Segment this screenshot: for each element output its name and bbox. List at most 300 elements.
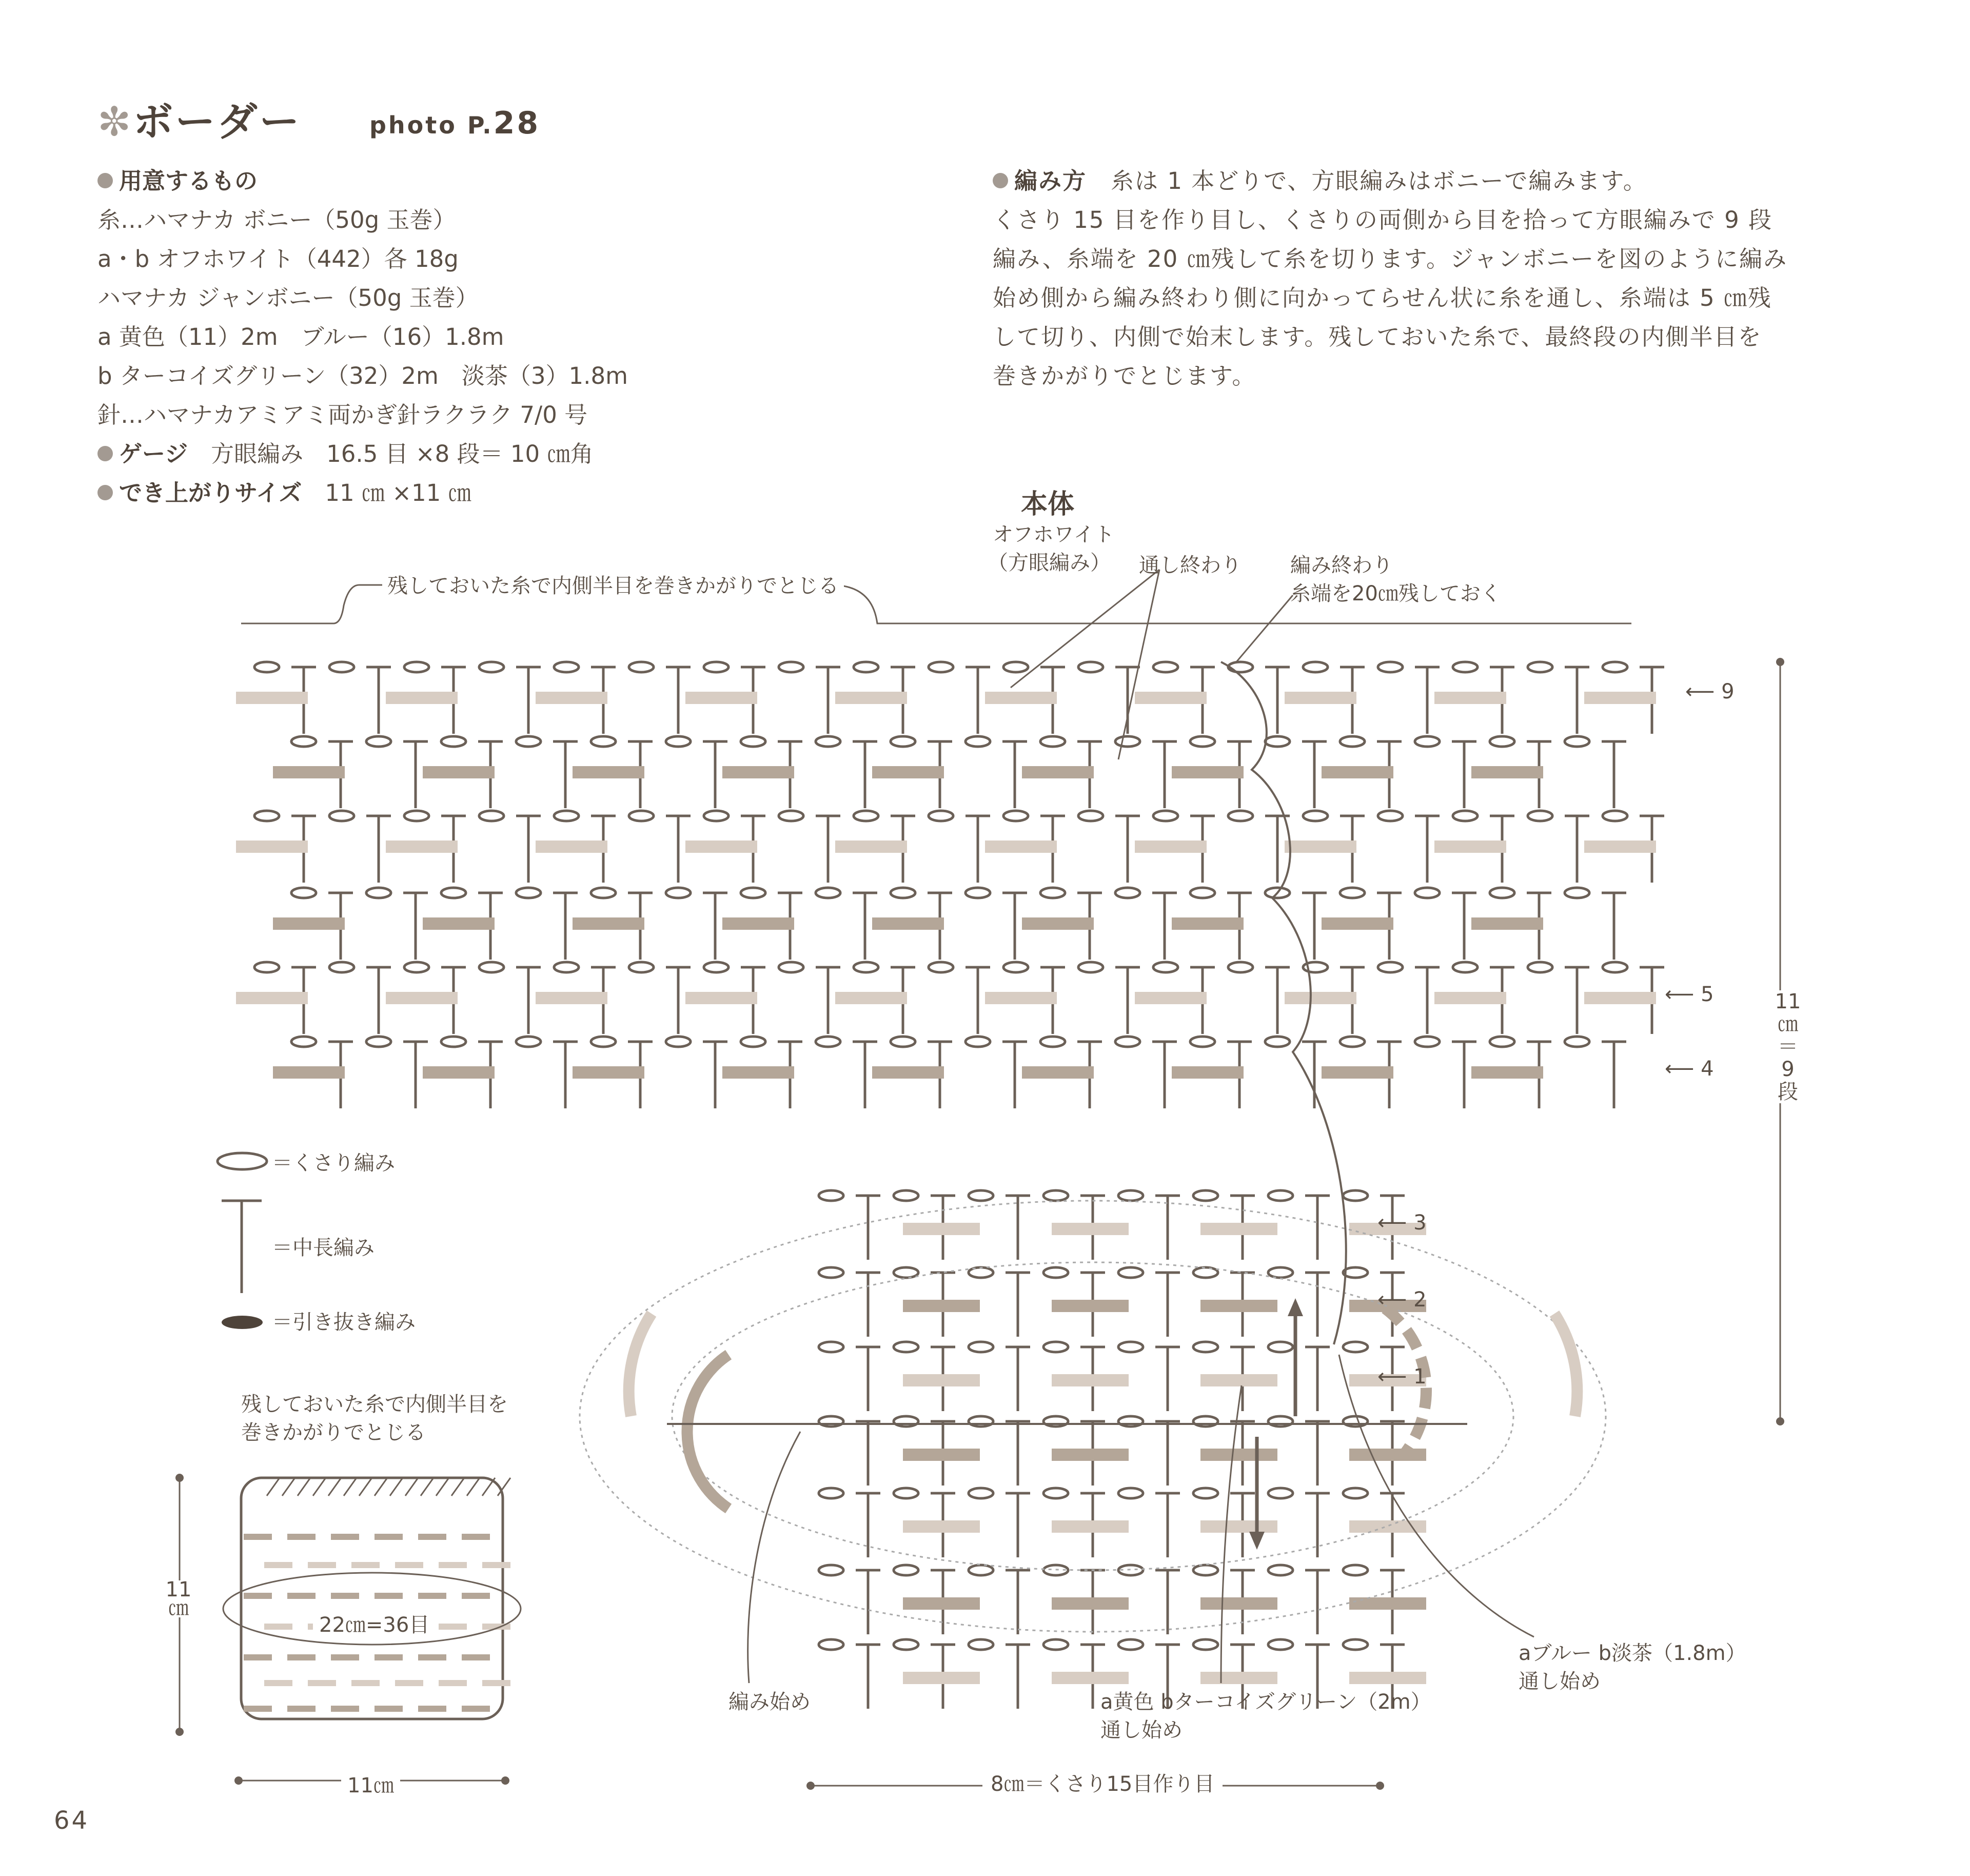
chain-stitch (1043, 1639, 1068, 1650)
yarn-bar (685, 841, 757, 853)
chain-stitch (291, 888, 316, 898)
legend-slip-symbol (222, 1316, 263, 1329)
yarn-bar (722, 766, 794, 778)
chain-stitch (891, 1037, 915, 1047)
chain-stitch (1043, 1342, 1068, 1352)
gauge-heading: ゲージ (119, 440, 188, 467)
yarn-bar (685, 992, 757, 1004)
chain-stitch (1565, 736, 1589, 747)
chain-stitch (819, 1267, 843, 1278)
chain-stitch (1453, 962, 1478, 972)
chain-stitch (969, 1565, 993, 1575)
yarn-bar (1200, 1672, 1277, 1684)
bag-stripe (287, 1534, 316, 1540)
yarn-bar (423, 917, 495, 930)
bag-width-label: 22㎝=36目 (313, 1609, 436, 1638)
yarn-bar (423, 1066, 495, 1079)
yarn-bar (1052, 1672, 1129, 1684)
chain-stitch (1528, 662, 1552, 672)
chain-stitch (741, 736, 765, 747)
dimension-end (1776, 658, 1784, 666)
chain-stitch (441, 1037, 466, 1047)
chain-stitch (366, 888, 391, 898)
bag-stripe (482, 1680, 510, 1686)
bag-bottom-label: 11㎝ (341, 1769, 400, 1799)
chain-stitch (404, 811, 429, 821)
chain-stitch (479, 662, 504, 672)
chain-stitch (929, 811, 953, 821)
chain-stitch (1228, 811, 1253, 821)
yarn-bar (1322, 1066, 1393, 1079)
materials-line: 針…ハマナカアミアミ両かぎ針ラクラク 7/0 号 (97, 401, 588, 428)
yarn-bar (273, 917, 345, 930)
whip-stitch (298, 1478, 310, 1496)
chain-stitch (516, 1037, 541, 1047)
chain-stitch (1343, 1565, 1368, 1575)
chain-stitch (1228, 662, 1253, 672)
chain-stitch (366, 736, 391, 747)
snowflake-icon: ✼ (97, 99, 133, 145)
chain-stitch (1343, 1190, 1368, 1201)
chain-stitch (1003, 962, 1028, 972)
chain-stitch (1343, 1639, 1368, 1650)
side-arc (687, 1355, 728, 1509)
chain-stitch (1565, 888, 1589, 898)
chain-stitch (1268, 1267, 1293, 1278)
yarn-bar (1172, 917, 1244, 930)
chain-stitch (741, 888, 765, 898)
yarn-bar (1052, 1520, 1129, 1533)
chain-stitch (966, 888, 990, 898)
title-text: ボーダー (133, 99, 302, 145)
yarn-bar (386, 841, 458, 853)
chain-stitch (1343, 1267, 1368, 1278)
bag-stripe (287, 1706, 316, 1712)
chain-stitch (1415, 736, 1440, 747)
chain-stitch (1193, 1565, 1218, 1575)
yarn-bar (1584, 992, 1656, 1004)
chain-stitch (1040, 1037, 1065, 1047)
yarn-bar (1200, 1374, 1277, 1386)
yarn-bar (1200, 1449, 1277, 1461)
chain-stitch (894, 1639, 918, 1650)
row-label-1: ⟵ 1 (1377, 1365, 1427, 1389)
chain-stitch (1265, 736, 1290, 747)
finish-label: 編み終わり (1290, 554, 1393, 577)
yarn-bar (872, 766, 944, 778)
chain-stitch (1228, 962, 1253, 972)
yarn-bar (1135, 692, 1207, 704)
materials-heading: 用意するもの (119, 167, 258, 194)
chain-stitch (666, 888, 691, 898)
yarn-bar (1471, 917, 1543, 930)
chain-stitch (629, 962, 654, 972)
chain-stitch (1303, 662, 1328, 672)
chain-stitch (1528, 962, 1552, 972)
chain-stitch (854, 662, 878, 672)
bag-stripe (264, 1624, 292, 1630)
whip-stitch (328, 1478, 341, 1496)
chain-stitch (929, 662, 953, 672)
chain-stitch (779, 662, 803, 672)
chain-stitch (1043, 1267, 1068, 1278)
bag-stripe (418, 1593, 446, 1599)
materials-line: 糸…ハマナカ ボニー（50g 玉巻） (97, 206, 456, 233)
chain-stitch (1415, 888, 1440, 898)
round-outline (580, 1201, 1606, 1632)
yarn-bar (1200, 1520, 1277, 1533)
bag-stripe (244, 1593, 272, 1599)
yarn-bar (1349, 1672, 1426, 1684)
yarn-bar (1285, 692, 1356, 704)
yarn-bar (1022, 766, 1094, 778)
chain-stitch (1343, 1342, 1368, 1352)
bag-stripe (331, 1593, 359, 1599)
bag-stripe (375, 1654, 403, 1660)
yarn-bar (236, 992, 308, 1004)
row-label-2: ⟵ 2 (1377, 1288, 1427, 1312)
leader-line (1221, 1385, 1242, 1683)
dimension-end (234, 1776, 243, 1785)
yarn-bar (835, 992, 907, 1004)
page-number: 64 (54, 1806, 90, 1835)
chain-stitch (591, 736, 616, 747)
yarn-bar (386, 692, 458, 704)
chain-stitch (1340, 888, 1365, 898)
legend-hdc-label: ＝中長編み (272, 1236, 375, 1260)
whip-stitch (359, 1478, 372, 1496)
chain-stitch (1078, 662, 1103, 672)
chain-stitch (1078, 811, 1103, 821)
chain-stitch (218, 1153, 267, 1169)
chain-stitch (1043, 1488, 1068, 1498)
chain-stitch (1193, 1639, 1218, 1650)
bag-stripe (462, 1593, 490, 1599)
bag-stripe (439, 1562, 467, 1568)
body-stitch: （方眼編み） (988, 551, 1111, 575)
materials-line: a・b オフホワイト（442）各 18g (97, 245, 459, 272)
whip-stitch (405, 1478, 418, 1496)
chain-stitch (1043, 1190, 1068, 1201)
instructions-line: 編み、糸端を 20 ㎝残して糸を切ります。ジャンボニーを図のように編み (993, 245, 1788, 272)
chain-stitch (891, 888, 915, 898)
chain-stitch (1603, 811, 1627, 821)
chain-stitch (1453, 662, 1478, 672)
chain-stitch (1078, 962, 1103, 972)
thread-a-note: 通し始め (1100, 1718, 1183, 1742)
whip-stitch (282, 1478, 295, 1496)
chain-stitch (891, 736, 915, 747)
chain-stitch (404, 962, 429, 972)
yarn-bar (573, 917, 644, 930)
chain-stitch (1378, 962, 1403, 972)
whip-stitch (482, 1478, 495, 1496)
whip-stitch (267, 1478, 280, 1496)
chain-stitch (854, 811, 878, 821)
yarn-bar (722, 1066, 794, 1079)
bag-stripe (375, 1706, 403, 1712)
chain-stitch (894, 1565, 918, 1575)
bag-stripe (395, 1680, 423, 1686)
chain-stitch (254, 811, 279, 821)
yarn-bar (536, 992, 607, 1004)
chain-stitch (779, 962, 803, 972)
chain-stitch (1343, 1488, 1368, 1498)
bag-stripe (462, 1706, 490, 1712)
yarn-bar (1471, 1066, 1543, 1079)
chain-stitch (1603, 962, 1627, 972)
bag-stripe (351, 1680, 380, 1686)
chain-stitch (819, 1342, 843, 1352)
yarn-bar (1349, 1449, 1426, 1461)
chain-stitch (479, 811, 504, 821)
chain-stitch (819, 1639, 843, 1650)
bag-note-line1: 残しておいた糸で内側半目を (241, 1393, 508, 1416)
chain-stitch (1565, 1037, 1589, 1047)
bag-stripe (351, 1562, 380, 1568)
bag-stripe (244, 1654, 272, 1660)
chain-stitch (779, 811, 803, 821)
photo-ref-page: 28 (493, 105, 541, 141)
chain-stitch (1003, 662, 1028, 672)
yarn-bar (903, 1300, 980, 1312)
chain-stitch (816, 888, 840, 898)
start-label: 編み始め (728, 1690, 811, 1714)
yarn-bar (1434, 992, 1506, 1004)
chain-stitch (1190, 1037, 1215, 1047)
chain-stitch (1193, 1342, 1218, 1352)
yarn-bar (1022, 917, 1094, 930)
chain-stitch (894, 1190, 918, 1201)
legend-slip-label: ＝引き抜き編み (272, 1311, 416, 1334)
chain-stitch (1118, 1342, 1143, 1352)
chain-stitch (1115, 736, 1140, 747)
bag-stripe (308, 1680, 336, 1686)
chain-stitch (254, 662, 279, 672)
dimension-end (175, 1474, 184, 1482)
thread-b-note: 通し始め (1519, 1670, 1601, 1693)
chain-stitch (554, 811, 579, 821)
yarn-bar (722, 917, 794, 930)
chain-stitch (254, 962, 279, 972)
row-label-3: ⟵ 3 (1377, 1211, 1427, 1235)
dimension-end (501, 1776, 509, 1785)
bag-stripe (418, 1706, 446, 1712)
chain-stitch (666, 1037, 691, 1047)
chain-stitch (894, 1488, 918, 1498)
chain-stitch (741, 1037, 765, 1047)
row-label-5: ⟵ 5 (1665, 983, 1714, 1006)
yarn-bar (903, 1597, 980, 1610)
chain-stitch (1193, 1267, 1218, 1278)
height-label: 11 ㎝ ＝ 9 段 (1772, 990, 1803, 1103)
chain-stitch (591, 888, 616, 898)
chain-stitch (1453, 811, 1478, 821)
chain-stitch (1603, 662, 1627, 672)
chain-stitch (819, 1565, 843, 1575)
thread-b-label: aブルー b淡茶（1.8m） (1519, 1642, 1746, 1665)
chain-stitch (1118, 1190, 1143, 1201)
yarn-bar (573, 766, 644, 778)
chain-stitch (1528, 811, 1552, 821)
dimension-end (175, 1728, 184, 1736)
bag-stripe (418, 1534, 446, 1540)
bag-stripe (462, 1654, 490, 1660)
whip-stitch (421, 1478, 434, 1496)
chain-stitch (1490, 736, 1514, 747)
yarn-bar (423, 766, 495, 778)
size-heading: でき上がりサイズ (119, 479, 302, 506)
whip-stitch (375, 1478, 387, 1496)
yarn-bar (236, 692, 308, 704)
chain-stitch (966, 1037, 990, 1047)
dimension-end (1776, 1417, 1784, 1425)
yarn-bar (536, 692, 607, 704)
yarn-bar (1322, 766, 1393, 778)
instructions-lead: 糸は 1 本どりで、方眼編みはボニーで編みます。 (1111, 167, 1647, 194)
side-arc (1554, 1314, 1577, 1416)
instructions-heading: 編み方 (1014, 167, 1087, 194)
materials-line: ハマナカ ジャンボニー（50g 玉巻） (97, 284, 479, 311)
chain-stitch (1340, 1037, 1365, 1047)
chain-stitch (969, 1267, 993, 1278)
side-arc (629, 1314, 652, 1416)
bag-stripe (439, 1680, 467, 1686)
bag-stripe (244, 1534, 272, 1540)
chain-stitch (291, 736, 316, 747)
yarn-bar (1135, 992, 1207, 1004)
yarn-bar (903, 1520, 980, 1533)
yarn-bar (985, 992, 1057, 1004)
arrow-head (1249, 1532, 1265, 1550)
chain-stitch (704, 662, 728, 672)
yarn-bar (1434, 841, 1506, 853)
chain-stitch (1115, 1037, 1140, 1047)
chain-stitch (1378, 811, 1403, 821)
yarn-bar (1200, 1223, 1277, 1235)
whip-stitch (344, 1478, 357, 1496)
whip-stitch (390, 1478, 403, 1496)
yarn-bar (1285, 841, 1356, 853)
chain-stitch (1490, 1037, 1514, 1047)
chain-stitch (591, 1037, 616, 1047)
chain-stitch (1193, 1190, 1218, 1201)
chain-stitch (816, 736, 840, 747)
yarn-bar (1052, 1449, 1129, 1461)
bag-stripe (308, 1562, 336, 1568)
chain-stitch (666, 736, 691, 747)
instructions-line: 始め側から編み終わり側に向かってらせん状に糸を通し、糸端は 5 ㎝残 (993, 284, 1772, 311)
chain-stitch (1190, 736, 1215, 747)
dimension-end (1376, 1782, 1384, 1790)
chain-stitch (479, 962, 504, 972)
chain-stitch (1415, 1037, 1440, 1047)
yarn-bar (1052, 1300, 1129, 1312)
leader-line (1236, 595, 1293, 662)
chain-stitch (969, 1488, 993, 1498)
chain-stitch (1040, 888, 1065, 898)
yarn-bar (1434, 692, 1506, 704)
yarn-bar (835, 692, 907, 704)
yarn-bar (835, 841, 907, 853)
yarn-bar (1200, 1597, 1277, 1610)
yarn-bar (903, 1223, 980, 1235)
chain-stitch (1268, 1488, 1293, 1498)
chain-stitch (894, 1267, 918, 1278)
row-label-9: ⟵ 9 (1685, 680, 1735, 704)
chain-stitch (854, 962, 878, 972)
foundation-label: 8㎝＝くさり15目作り目 (982, 1768, 1223, 1797)
bag-stripe (287, 1654, 316, 1660)
chain-stitch (1118, 1267, 1143, 1278)
chain-stitch (1153, 662, 1178, 672)
chain-stitch (704, 962, 728, 972)
chain-stitch (329, 962, 354, 972)
chain-stitch (816, 1037, 840, 1047)
leader-line (748, 1432, 800, 1683)
yarn-bar (273, 1066, 345, 1079)
chain-stitch (1118, 1639, 1143, 1650)
size-text: 11 ㎝ ×11 ㎝ (325, 479, 471, 506)
gauge-text: 方眼編み 16.5 目 ×8 段＝ 10 ㎝角 (211, 440, 594, 467)
chain-stitch (1265, 1037, 1290, 1047)
yarn-bar (1584, 841, 1656, 853)
yarn-bar (1200, 1300, 1277, 1312)
instructions-line: くさり 15 目を作り目し、くさりの両側から目を拾って方眼編みで 9 段 (993, 206, 1773, 233)
chain-stitch (819, 1488, 843, 1498)
chain-stitch (1340, 736, 1365, 747)
yarn-bar (1584, 692, 1656, 704)
yarn-bar (1471, 766, 1543, 778)
yarn-bar (1052, 1597, 1129, 1610)
bag-stripe (331, 1534, 359, 1540)
bag-stripe (439, 1624, 467, 1630)
yarn-bar (985, 841, 1057, 853)
yarn-bar (985, 692, 1057, 704)
materials-line: a 黄色（11）2m ブルー（16）1.8m (97, 323, 504, 350)
chain-stitch (1378, 662, 1403, 672)
chain-stitch (554, 962, 579, 972)
whip-stitch (451, 1478, 464, 1496)
yarn-bar (1052, 1223, 1129, 1235)
chain-stitch (819, 1190, 843, 1201)
chain-stitch (1153, 811, 1178, 821)
bag-stripe (331, 1706, 359, 1712)
yarn-bar (236, 841, 308, 853)
chain-stitch (1268, 1565, 1293, 1575)
yarn-bar (1322, 917, 1393, 930)
bag-stripe (287, 1593, 316, 1599)
chain-stitch (1118, 1488, 1143, 1498)
bag-stripe (264, 1562, 292, 1568)
chain-stitch (1268, 1639, 1293, 1650)
chain-stitch (1153, 962, 1178, 972)
yarn-bar (573, 1066, 644, 1079)
chain-stitch (441, 736, 466, 747)
bag-stripe (482, 1562, 510, 1568)
finish-note: 糸端を20㎝残しておく (1290, 582, 1501, 605)
yarn-bar (903, 1672, 980, 1684)
yarn-bar (1135, 841, 1207, 853)
yarn-bar (685, 692, 757, 704)
yarn-bar (1172, 1066, 1244, 1079)
chain-stitch (966, 736, 990, 747)
bag-height-label: 11 ㎝ (163, 1580, 194, 1617)
bag-stripe (418, 1654, 446, 1660)
arrow-head (1288, 1298, 1303, 1316)
chain-stitch (1268, 1342, 1293, 1352)
instructions-line: して切り、内側で始末します。残しておいた糸で、最終段の内側半目を (993, 323, 1762, 350)
